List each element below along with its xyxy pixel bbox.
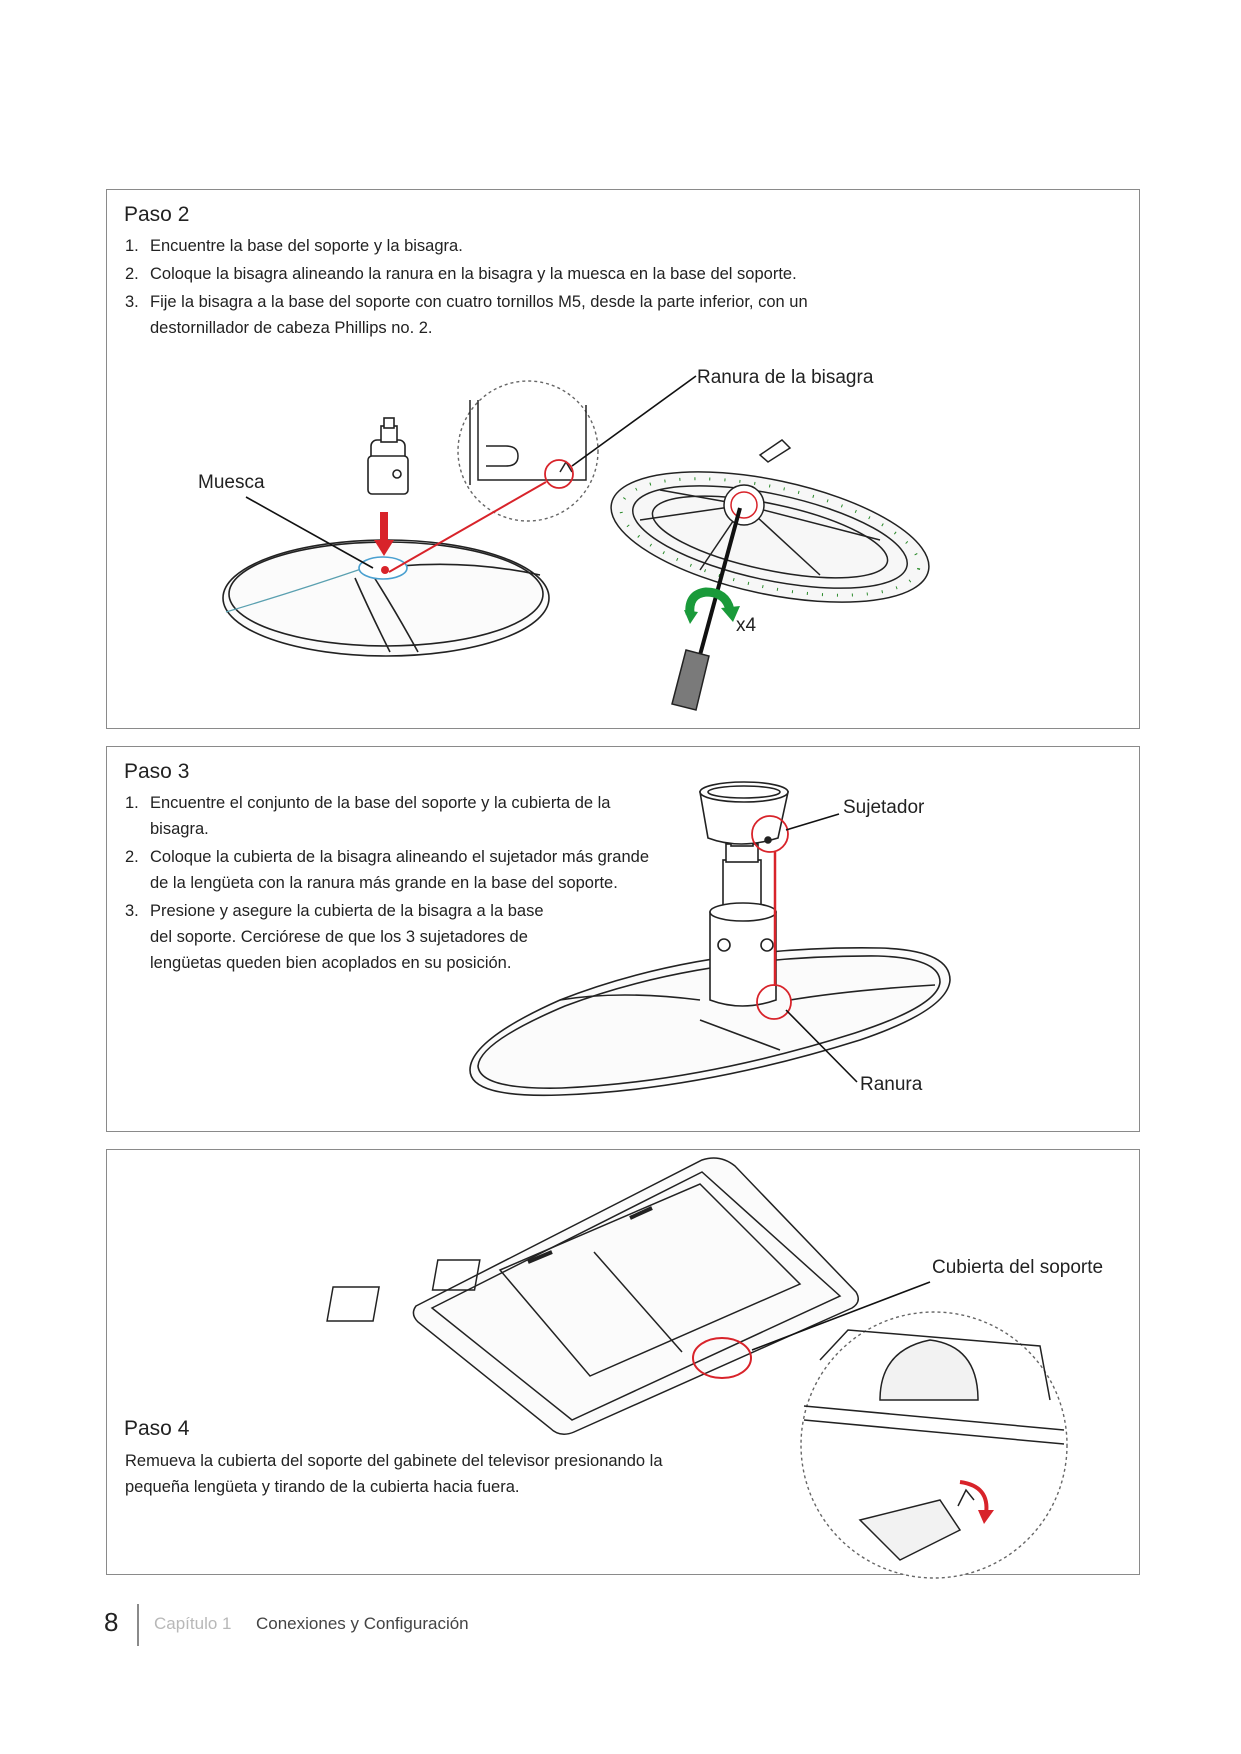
step4-title: Paso 4 (124, 1417, 190, 1440)
footer-section: Conexiones y Configuración (256, 1614, 469, 1633)
footer-chapter: Capítulo 1 (154, 1614, 232, 1633)
footer-divider (137, 1604, 139, 1646)
stand-cover-label: Cubierta del soporte (932, 1257, 1104, 1278)
step3-item: 2. Coloque la cubierta de la bisagra alineando el sujetador más grande de la lengüeta con la ranura más grande en la base del soporte. (125, 848, 649, 892)
notch-label: Muesca (198, 472, 265, 493)
fastener-label: Sujetador (843, 797, 925, 818)
step2-item: 2. Coloque la bisagra alineando la ranura en la bisagra y la muesca en la base del soporte. (125, 265, 797, 283)
screw-count-label: x4 (736, 615, 757, 636)
stand-cover-detail (801, 1312, 1067, 1578)
slot-label: Ranura (860, 1074, 923, 1095)
hinge-slot-label: Ranura de la bisagra (697, 367, 874, 388)
step2-title: Paso 2 (124, 203, 190, 226)
step2-item: 1. Encuentre la base del soporte y la bisagra. (125, 237, 463, 255)
step3-item: 1. Encuentre el conjunto de la base del soporte y la cubierta de la bisagra. (125, 794, 611, 838)
page-number: 8 (104, 1607, 119, 1637)
step2-item: 3. Fije la bisagra a la base del soporte con cuatro tornillos M5, desde la parte inferior, con un destornillador de cabeza Phillips no. 2. (125, 293, 808, 337)
step3-item: 3. Presione y asegure la cubierta de la bisagra a la base del soporte. Cerciórese de que los 3 sujetadores de lengüetas queden bien acoplados en su posición. (125, 902, 544, 972)
step3-title: Paso 3 (124, 760, 190, 783)
step4-text: Remueva la cubierta del soporte del gabinete del televisor presionando la pequeña lengüeta y tirando de la cubierta hacia fuera. (125, 1452, 663, 1496)
tv-back-panel (327, 1158, 858, 1434)
